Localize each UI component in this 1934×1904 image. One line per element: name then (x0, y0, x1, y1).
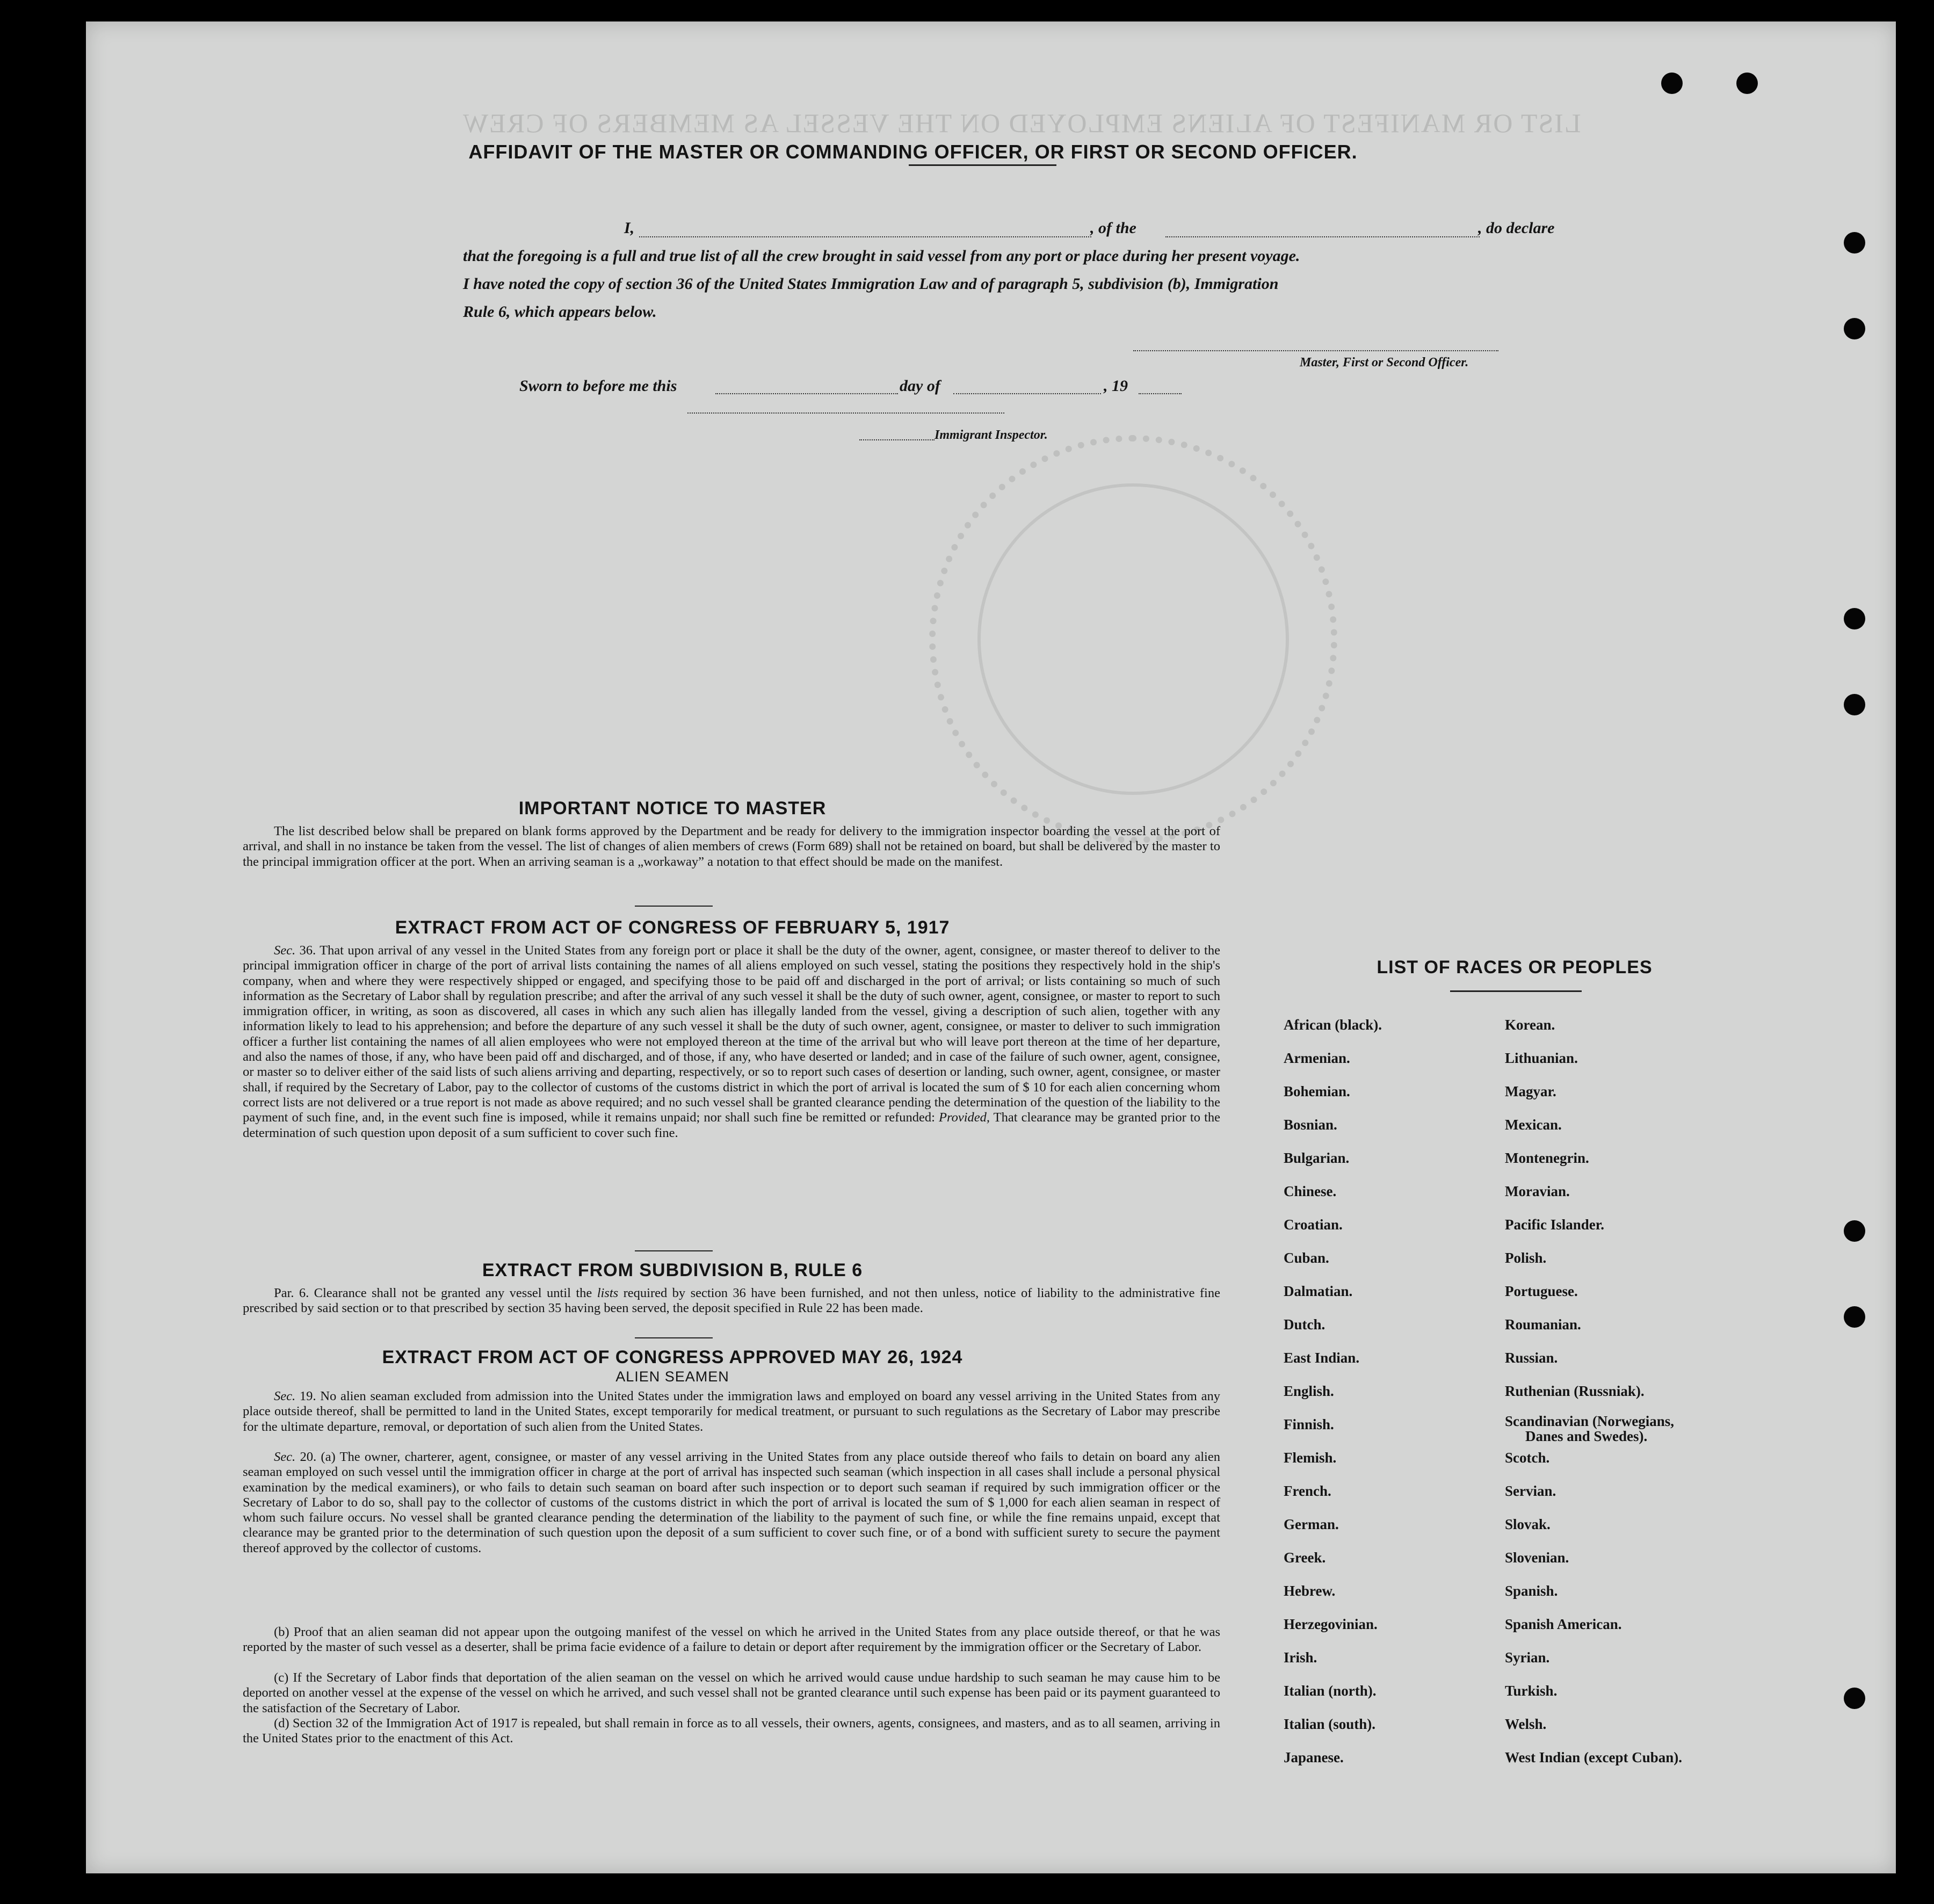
race-item: Spanish. (1505, 1583, 1558, 1599)
race-item: Spanish American. (1505, 1616, 1622, 1632)
extract-1917-part-b: That clearance may be granted prior to the determination of such question upon deposit of a sum sufficient to cover such fine. (243, 1110, 1220, 1140)
affidavit-declare: , do declare (1478, 219, 1555, 237)
race-item: Dutch. (1284, 1316, 1325, 1333)
race-item: Moravian. (1505, 1183, 1570, 1199)
affidavit-i: I, (624, 219, 635, 237)
race-item: Italian (south). (1284, 1716, 1376, 1732)
rule6-text (243, 1286, 1220, 1316)
race-item: Portuguese. (1505, 1283, 1578, 1299)
races-title-rule (1450, 990, 1582, 992)
sec19-body: 19. No alien seaman excluded from admission into the United States under the immigration laws and employed on board any vessel arriving in the United States from any place outside thereof, shall be permitted to land in the United States, except temporarily for medical treatment, or pursuant to such regulations as the Secretary of Labor may prescribe for the ultimate departure, removal, or deportation of such alien from the United States. (243, 1389, 1220, 1434)
punch-hole (1844, 232, 1865, 254)
affidavit-line-3: I have noted the copy of section 36 of the United States Immigration Law and of paragraph 5, subdivision (b), Immigration (463, 275, 1279, 293)
sworn-month-blank[interactable] (953, 393, 1101, 394)
race-item: Korean. (1505, 1017, 1555, 1033)
document-page (86, 21, 1896, 1873)
race-item: Lithuanian. (1505, 1050, 1578, 1066)
extract-1917-title: EXTRACT FROM ACT OF CONGRESS OF FEBRUARY 5, 1917 (395, 917, 950, 938)
extract-1924-subtitle: ALIEN SEAMEN (615, 1369, 729, 1385)
notice-text: The list described below shall be prepared on blank forms approved by the Department and be ready for delivery to the immigration inspector boarding the vessel at the port of arrival, and shall in no instance be taken from the vessel. The list of changes of alien members of crews (Form 689) shall not be retained on board, but shall be delivered by the master to the principal immigration officer at the port. When an arriving seaman is a „workaway” a notation to that effect should be made on the manifest. (243, 824, 1220, 869)
race-item: Herzegovinian. (1284, 1616, 1378, 1632)
extract-1917-part-a: 36. That upon arrival of any vessel in the United States from any foreign port or place it shall be the duty of the owner, agent, consignee, or master thereof to deliver to the principal immigration officer in charge of the port of arrival lists containing the names of all aliens employed on such vessel, stating the positions they respectively hold in the ship's company, when and where they were respectively shipped or engaged, and specifying those to be paid off and discharged in the port of arrival; or lists containing so much of such information as the Secretary of Labor shall by regulation prescribe; and after the arrival of any such vessel it shall be the duty of such owner, agent, consignee, or master to report to such immigration officer, in writing, as soon as discovered, all cases in which any such alien has illegally landed from the vessel, giving a description of such alien, together with any information likely to lead to his apprehension; and before the departure of any such vessel it shall be the duty of such owner, agent, consignee, or master to deliver to such immigration officer a further list containing the names of all alien employees who were not employed thereon at the time of the arrival but who will leave port thereon at the time of her departure, and also the names of those, if any, who have been paid off and discharged, and of those, if any, who have deserted or landed; and in case of the failure of such owner, agent, consignee, or master so to deliver either of the said lists of such aliens arriving and departing, respectively, or so to report such cases of desertion or landing, such owner, agent, consignee, or master shall, if required by the Secretary of Labor, pay to the collector of customs of the customs district in which the port of arrival is located the sum of $ 10 for each alien concerning whom correct lists are not delivered or a true report is not made as above required; and no such vessel shall be granted clearance pending the determination of the question of the liability to the payment of such fine, and, in the event such fine is imposed, while it remains unpaid; nor shall such fine be remitted or refunded: (243, 943, 1220, 1125)
race-item: English. (1284, 1383, 1334, 1399)
race-item: Flemish. (1284, 1450, 1337, 1466)
sworn-day-of: day of (900, 377, 940, 395)
sworn-prefix: Sworn to before me this (519, 377, 677, 395)
extract-1917-rule (635, 1250, 713, 1251)
inspector-signature-blank[interactable] (687, 412, 1004, 414)
affidavit-title: AFFIDAVIT OF THE MASTER OR COMMANDING OFFICER, OR FIRST OR SECOND OFFICER. (468, 141, 1358, 163)
notice-title: IMPORTANT NOTICE TO MASTER (518, 798, 827, 819)
sec20a-body: 20. (a) The owner, charterer, agent, consignee, or master of any vessel arriving in the United States from any place outside thereof who fails to detain on board any alien seaman employed on such vessel until the immigration officer in charge at the port of arrival has inspected such seaman (which inspection in all cases shall include a personal physical examination by the medical examiners), or who fails to detain such seaman on board after such inspection or to deport such seaman if required by such immigration officer or the Secretary of Labor to do so, shall pay to the collector of customs of the customs district in which the port of arrival is located the sum of $ 1,000 for each alien seaman in respect of whom such failure occurs. No vessel shall be granted clearance pending the determination of the liability to the payment of such fine, or while the fine remains unpaid, except that clearance may be granted prior to the determination of such question upon the deposit of a sum sufficient to cover such fine, or of a bond with sufficient surety to secure the payment thereof approved by the collector of customs. (243, 1450, 1220, 1555)
race-item: German. (1284, 1516, 1339, 1532)
race-item: Bohemian. (1284, 1083, 1350, 1099)
punch-hole (1844, 1688, 1865, 1709)
sec20-label: Sec. (274, 1450, 296, 1464)
lists-word: lists (597, 1286, 619, 1300)
race-item: African (black). (1284, 1017, 1382, 1033)
race-item: Montenegrin. (1505, 1150, 1589, 1166)
signature-blank[interactable] (1133, 350, 1498, 351)
race-item: Cuban. (1284, 1250, 1329, 1266)
punch-hole (1844, 318, 1865, 339)
race-item: French. (1284, 1483, 1331, 1499)
race-item: West Indian (except Cuban). (1505, 1749, 1683, 1765)
race-item: Dalmatian. (1284, 1283, 1353, 1299)
punch-hole (1661, 73, 1683, 94)
inspector-short-blank (859, 439, 935, 440)
race-item: Scotch. (1505, 1450, 1550, 1466)
race-item: Ruthenian (Russniak). (1505, 1383, 1645, 1399)
affidavit-of-the: , of the (1090, 219, 1136, 237)
inspector-label: Immigrant Inspector. (935, 428, 1048, 442)
bleed-through-title: LIST OR MANIFEST OF ALIENS EMPLOYED ON THE VESSEL AS MEMBERS OF CREW (462, 108, 1581, 138)
race-item: Pacific Islander. (1505, 1217, 1604, 1233)
sworn-year-blank[interactable] (1139, 393, 1182, 394)
race-item: Bulgarian. (1284, 1150, 1350, 1166)
race-item: Scandinavian (Norwegians, (1505, 1413, 1675, 1429)
race-item: Greek. (1284, 1550, 1326, 1566)
race-item: Polish. (1505, 1250, 1547, 1266)
affidavit-line-4: Rule 6, which appears below. (463, 303, 657, 321)
affidavit-line-2: that the foregoing is a full and true list of all the crew brought in said vessel from any port or place during her present voyage. (463, 247, 1300, 265)
sec20c-text: (c) If the Secretary of Labor finds that deportation of the alien seaman on the vessel on which he arrived would cause undue hardship to such seaman he may cause him to be deported on another vessel at the expense of the vessel on which he arrived, and such vessel shall not be granted clearance until such expense has been paid or its payment guaranteed to the satisfaction of the Secretary of Labor. (243, 1670, 1220, 1715)
race-item: Armenian. (1284, 1050, 1350, 1066)
punch-hole (1736, 73, 1758, 94)
race-item: Turkish. (1505, 1683, 1558, 1699)
race-item: Slovak. (1505, 1516, 1551, 1532)
sec19-text (243, 1389, 1220, 1435)
race-item: Croatian. (1284, 1217, 1343, 1233)
race-item: East Indian. (1284, 1350, 1360, 1366)
race-item: Chinese. (1284, 1183, 1337, 1199)
notice-rule (635, 906, 713, 907)
rule6-part-b: required by section 36 have been furnished, and not then unless, notice of liability to the administrative fine prescribed by said section or to that prescribed by section 35 having been served, the deposit specified in Rule 22 has been made. (243, 1286, 1220, 1316)
affidavit-title-rule (909, 164, 1056, 166)
race-item: Magyar. (1505, 1083, 1556, 1099)
sec20d-text: (d) Section 32 of the Immigration Act of 1917 is repealed, but shall remain in force as to all vessels, their owners, agents, consignees, and masters, and as to all seamen, arriving in the United States prior to the enactment of this Act. (243, 1716, 1220, 1746)
race-item: Irish. (1284, 1649, 1317, 1666)
sec20b-text: (b) Proof that an alien seaman did not appear upon the outgoing manifest of the vessel on which he arrived in the United States from any place outside thereof, or that he was reported by the master of such vessel as a deserter, shall be prima facie evidence of a failure to detain or deport after requirement by the immigration officer or the Secretary of Labor. (243, 1625, 1220, 1655)
race-item: Slovenian. (1505, 1550, 1569, 1566)
vessel-blank[interactable] (1165, 236, 1480, 237)
race-item: Hebrew. (1284, 1583, 1336, 1599)
race-item: Russian. (1505, 1350, 1558, 1366)
sec20a-text (243, 1450, 1220, 1556)
race-item: Bosnian. (1284, 1117, 1337, 1133)
race-item: Welsh. (1505, 1716, 1547, 1732)
sworn-day-blank[interactable] (715, 393, 898, 394)
race-item-continuation: Danes and Swedes). (1525, 1428, 1648, 1444)
signature-label: Master, First or Second Officer. (1300, 356, 1469, 370)
race-item: Syrian. (1505, 1649, 1550, 1666)
race-item: Japanese. (1284, 1749, 1344, 1765)
sworn-year: , 19 (1104, 377, 1128, 395)
races-title: LIST OF RACES OR PEOPLES (1377, 957, 1653, 978)
race-item: Mexican. (1505, 1117, 1562, 1133)
provided-word: Provided, (939, 1110, 990, 1125)
race-item: Italian (north). (1284, 1683, 1377, 1699)
punch-hole (1844, 1306, 1865, 1328)
extract-1924-title: EXTRACT FROM ACT OF CONGRESS APPROVED MAY 26, 1924 (382, 1347, 963, 1367)
name-blank[interactable] (639, 236, 1091, 237)
sec19-label: Sec. (274, 1389, 296, 1403)
race-item: Finnish. (1284, 1416, 1334, 1432)
punch-hole (1844, 608, 1865, 629)
rule6-part-a: Par. 6. Clearance shall not be granted any vessel until the (274, 1286, 597, 1300)
extract-1917-text (243, 943, 1220, 1141)
race-item: Servian. (1505, 1483, 1556, 1499)
punch-hole (1844, 1220, 1865, 1242)
race-item: Roumanian. (1505, 1316, 1581, 1333)
rule6-rule (635, 1337, 713, 1338)
rule6-title: EXTRACT FROM SUBDIVISION B, RULE 6 (482, 1260, 863, 1280)
punch-hole (1844, 694, 1865, 715)
faint-seal-inner-ring (977, 483, 1289, 795)
sec-label: Sec. (274, 943, 296, 958)
